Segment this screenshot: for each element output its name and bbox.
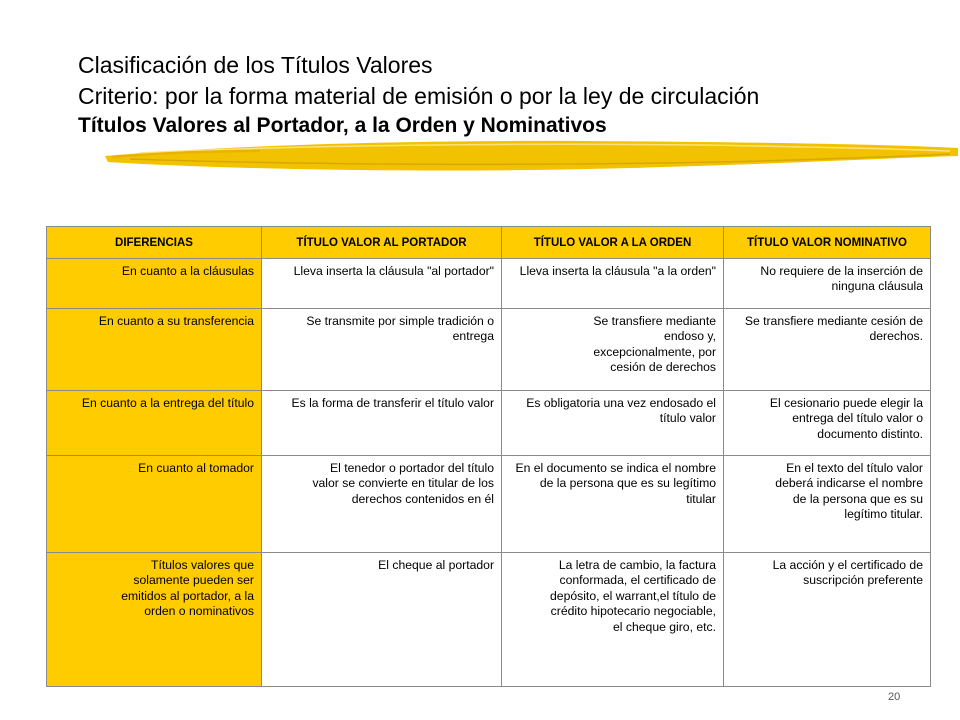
cell-nominativo: Se transfiere mediante cesión de derechos. <box>724 308 931 390</box>
cell-portador: El tenedor o portador del título valor se convierte en titular de los derechos contenidos en él <box>262 455 502 552</box>
header-portador: TÍTULO VALOR AL PORTADOR <box>262 227 502 259</box>
row-criterion: Títulos valores que solamente pueden ser emitidos al portador, a la orden o nominativos <box>47 552 262 686</box>
table-header-row <box>47 227 931 259</box>
table-row <box>47 455 931 552</box>
cell-nominativo: En el texto del título valor deberá indicarse el nombre de la persona que es su legítimo titular. <box>724 455 931 552</box>
header-nominativo: TÍTULO VALOR NOMINATIVO <box>724 227 931 259</box>
row-criterion: En cuanto a la cláusulas <box>47 258 262 308</box>
yellow-brush-stroke <box>100 126 960 186</box>
cell-orden: La letra de cambio, la factura conformada, el certificado de depósito, el warrant,el título de crédito hipotecario negociable, el cheque giro, etc. <box>502 552 724 686</box>
cell-nominativo: No requiere de la inserción de ninguna cláusula <box>724 258 931 308</box>
row-criterion: En cuanto a su transferencia <box>47 308 262 390</box>
classification-table <box>46 226 931 687</box>
cell-portador: El cheque al portador <box>262 552 502 686</box>
cell-orden: Es obligatoria una vez endosado el título valor <box>502 390 724 455</box>
cell-orden: En el documento se indica el nombre de la persona que es su legítimo titular <box>502 455 724 552</box>
page-number: 20 <box>888 691 901 703</box>
cell-nominativo: El cesionario puede elegir la entrega del título valor o documento distinto. <box>724 390 931 455</box>
table-row <box>47 258 931 308</box>
row-criterion: En cuanto al tomador <box>47 455 262 552</box>
row-criterion: En cuanto a la entrega del título <box>47 390 262 455</box>
slide-subtitle-bold: Títulos Valores al Portador, a la Orden y Nominativos <box>78 114 607 137</box>
table-row <box>47 308 931 390</box>
cell-orden: Lleva inserta la cláusula "a la orden" <box>502 258 724 308</box>
cell-portador: Se transmite por simple tradición o entrega <box>262 308 502 390</box>
cell-portador: Es la forma de transferir el título valor <box>262 390 502 455</box>
cell-portador: Lleva inserta la cláusula "al portador" <box>262 258 502 308</box>
header-diferencias: DIFERENCIAS <box>47 227 262 259</box>
header-orden: TÍTULO VALOR A LA ORDEN <box>502 227 724 259</box>
cell-orden: Se transfiere mediante endoso y, excepcionalmente, por cesión de derechos <box>502 308 724 390</box>
slide-title: Clasificación de los Títulos Valores <box>78 52 433 78</box>
slide-subtitle-criterion: Criterio: por la forma material de emisión o por la ley de circulación <box>78 83 760 109</box>
table-row <box>47 390 931 455</box>
cell-nominativo: La acción y el certificado de suscripción preferente <box>724 552 931 686</box>
table-row <box>47 552 931 686</box>
